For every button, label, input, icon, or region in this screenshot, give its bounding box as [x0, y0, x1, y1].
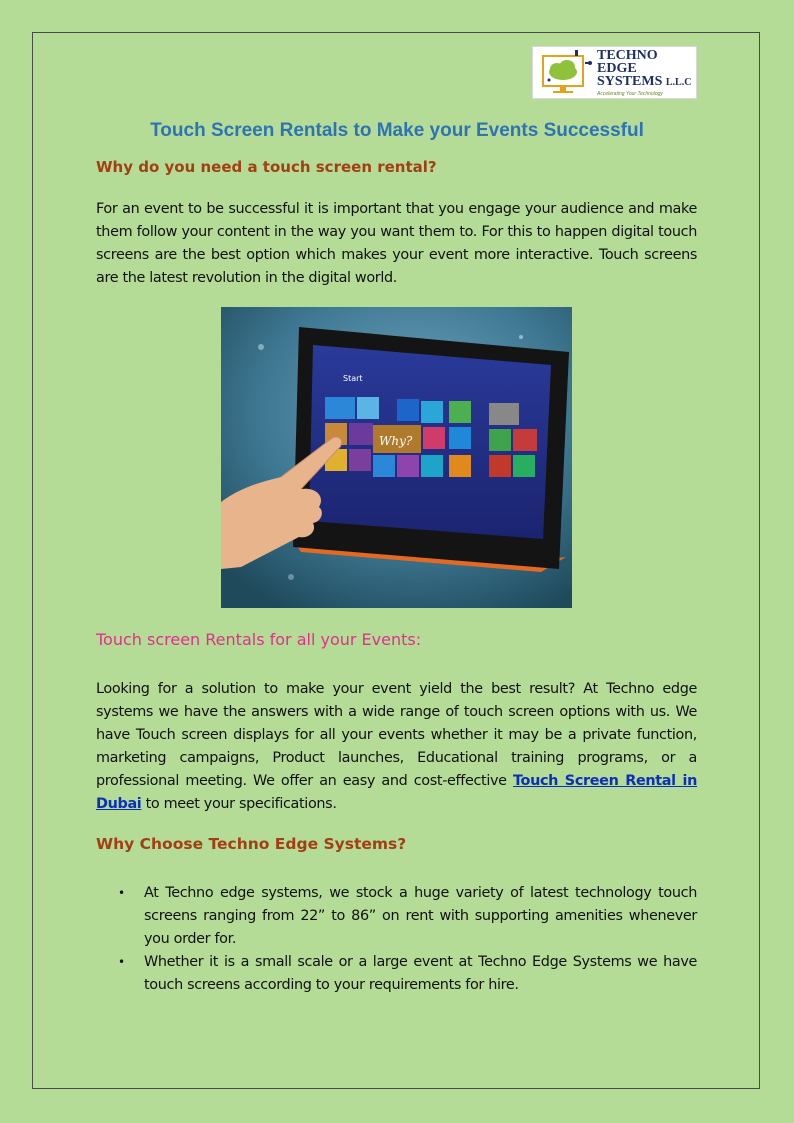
- logo-line-1: TECHNO: [597, 48, 658, 63]
- list-item: [96, 882, 697, 951]
- logo-wordmark: [597, 49, 691, 89]
- screen-tile-text: Why?: [379, 434, 413, 448]
- logo-line-2: EDGE: [597, 61, 637, 76]
- reasons-list: [96, 882, 697, 997]
- section1-heading: Why do you need a touch screen rental?: [96, 158, 437, 176]
- list-item-text: Whether it is a small scale or a large event at Techno Edge Systems we have touch screens according to your requirements for hire.: [144, 954, 697, 993]
- section1-body: For an event to be successful it is important that you engage your audience and make them follow your content in the way you want them to. For this to happen digital touch screens are the best option which makes your event more interactive. Touch screens are the latest revolution in the digital world.: [96, 201, 697, 286]
- section3-heading: Why Choose Techno Edge Systems?: [96, 835, 407, 853]
- page-title: Touch Screen Rentals to Make your Events Successful: [150, 120, 644, 141]
- screen-start-label: Start: [343, 374, 363, 383]
- touch-screen-rental-link[interactable]: Touch Screen Rental in Dubai: [96, 773, 697, 812]
- list-item: [96, 951, 697, 997]
- section2-body: [96, 678, 697, 816]
- logo-tagline: Accelerating Your Technology: [597, 91, 663, 97]
- logo-suffix: L.L.C: [665, 77, 692, 88]
- touch-screen-photo: [221, 307, 572, 608]
- logo-cloud-monitor-icon: [537, 50, 595, 96]
- list-item-text: At Techno edge systems, we stock a huge variety of latest technology touch screens ranging from 22” to 86” on rent with supporting amenities whenever you order for.: [144, 885, 697, 947]
- section2-heading: Touch screen Rentals for all your Events:: [96, 630, 422, 649]
- bullet-icon: •: [118, 886, 125, 900]
- section2-body-text: Looking for a solution to make your event yield the best result? At Techno edge systems we have the answers with a wide range of touch screen options with us. We have Touch screen displays for all your events whether it may be a private function, marketing campaigns, Product launches, Educational training programs, or a professional meeting. We offer an easy and cost-effective: [96, 681, 697, 789]
- logo-line-3: SYSTEMS: [597, 74, 663, 89]
- section2-body-end: to meet your specifications.: [141, 796, 337, 812]
- bullet-icon: •: [118, 955, 125, 969]
- company-logo: [532, 46, 697, 99]
